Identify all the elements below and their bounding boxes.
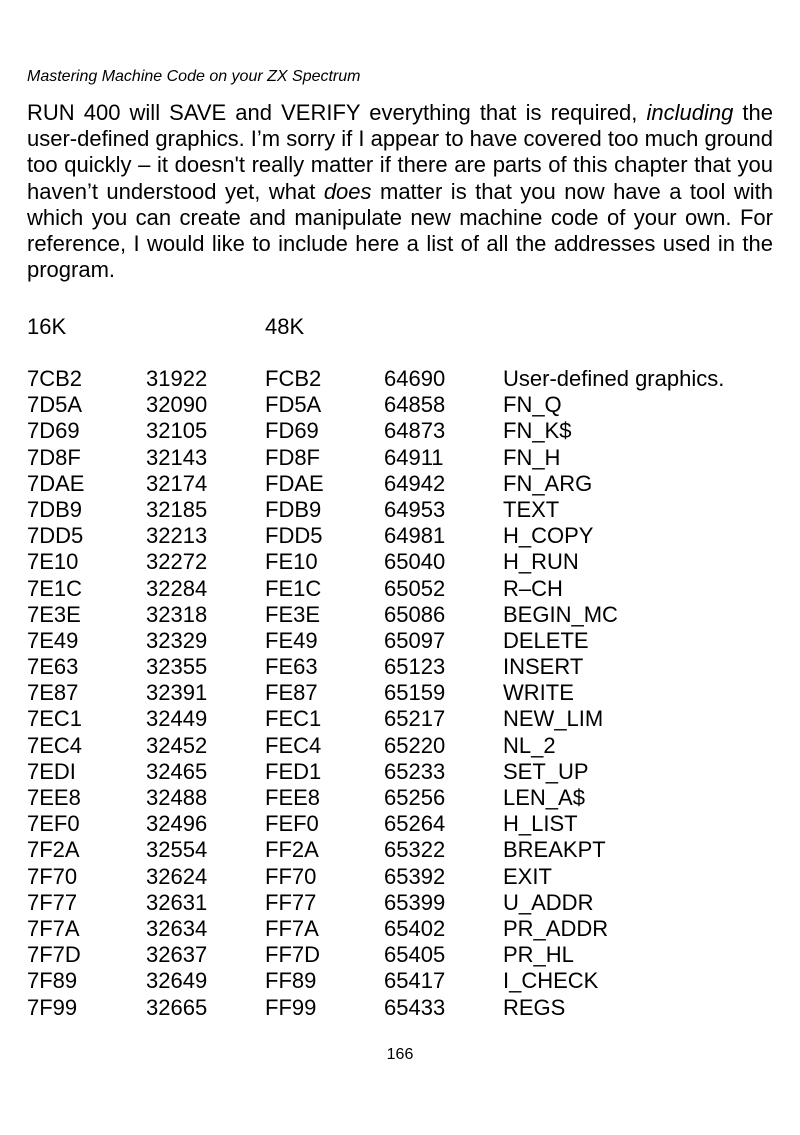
routine-name-cell: EXIT [503,863,552,889]
hex-16k-cell: 7DB9 [27,496,83,522]
hex-16k-cell: 7E49 [27,627,79,653]
hex-48k-cell: FF99 [265,994,317,1020]
table-row [27,785,773,811]
hex-48k-cell: FEE8 [265,785,321,810]
dec-48k-cell: 64858 [384,392,446,418]
dec-48k-cell: 65233 [384,758,446,784]
routine-name-cell: SET_UP [503,758,589,784]
table-row [27,418,773,444]
dec-16k-cell: 32449 [146,706,208,732]
memory-size-headings [27,314,773,340]
heading-16k: 16K [27,314,67,339]
hex-16k-cell: 7E87 [27,680,79,706]
routine-name-cell: DELETE [503,627,589,653]
routine-name-cell: BEGIN_MC [503,601,618,627]
hex-48k-cell: FE87 [265,680,318,706]
dec-48k-cell: 65399 [384,889,446,915]
hex-48k-cell: FCB2 [265,366,322,391]
routine-name-cell: TEXT [503,496,560,522]
table-row [27,471,773,497]
hex-16k-cell: 7E3E [27,601,81,627]
hex-48k-cell: FF70 [265,863,317,889]
dec-48k-cell: 65052 [384,575,446,601]
dec-48k-cell: 64873 [384,418,446,444]
dec-16k-cell: 32496 [146,811,208,837]
emphasis-including: including [646,100,734,125]
dec-16k-cell: 32284 [146,575,208,601]
routine-name-cell: User-defined graphics. [503,366,725,391]
dec-16k-cell: 32634 [146,915,208,941]
table-row [27,706,773,732]
table-row [27,864,773,890]
hex-48k-cell: FEF0 [265,811,319,837]
paragraph-text: RUN 400 will SAVE and VERIFY everything that is required, [27,100,647,125]
routine-name-cell: PR_ADDR [503,915,609,941]
running-header: Mastering Machine Code on your ZX Spectrum [27,68,361,85]
hex-16k-cell: 7E63 [27,654,79,680]
hex-16k-cell: 7D8F [27,444,81,470]
dec-48k-cell: 65256 [384,785,446,810]
hex-16k-cell: 7F2A [27,837,80,863]
dec-16k-cell: 32465 [146,758,208,784]
dec-16k-cell: 32624 [146,863,208,889]
hex-16k-cell: 7F77 [27,889,78,915]
dec-48k-cell: 65405 [384,942,446,968]
routine-name-cell: FN_K$ [503,418,572,444]
hex-48k-cell: FD69 [265,418,319,444]
emphasis-does: does [323,178,372,204]
dec-16k-cell: 32174 [146,470,208,496]
paragraph-text: the user-defined graphics. I’m sorry if I appear to have covered too much ground too quickly – it doesn't really matter if there are parts of this chapter that you haven’t understood yet, what [27,100,773,204]
hex-16k-cell: 7EC4 [27,732,83,758]
dec-16k-cell: 32649 [146,968,208,994]
table-row [27,392,773,418]
dec-48k-cell: 65217 [384,706,446,732]
hex-16k-cell: 7F99 [27,994,78,1020]
hex-48k-cell: FD8F [265,444,320,470]
routine-name-cell: INSERT [503,654,584,680]
hex-16k-cell: 7EE8 [27,785,81,810]
hex-48k-cell: FF7A [265,915,319,941]
routine-name-cell: BREAKPT [503,837,606,863]
dec-48k-cell: 65086 [384,601,446,627]
dec-16k-cell: 32355 [146,654,208,680]
dec-48k-cell: 64953 [384,496,446,522]
hex-16k-cell: 7F7D [27,942,81,968]
dec-16k-cell: 32090 [146,392,208,418]
dec-48k-cell: 65159 [384,680,446,706]
hex-16k-cell: 7EDI [27,758,76,784]
dec-48k-cell: 65392 [384,863,446,889]
hex-16k-cell: 7D5A [27,392,83,418]
dec-16k-cell: 32143 [146,444,208,470]
routine-name-cell: R–CH [503,575,563,601]
hex-48k-cell: FE10 [265,549,318,575]
routine-name-cell: H_LIST [503,811,578,837]
body-paragraph [27,100,773,283]
dec-48k-cell: 65433 [384,994,446,1020]
hex-16k-cell: 7DAE [27,470,85,496]
hex-16k-cell: 7EF0 [27,811,80,837]
hex-48k-cell: FE3E [265,601,321,627]
hex-16k-cell: 7DD5 [27,523,84,549]
page-number: 166 [386,1046,414,1063]
table-row [27,576,773,602]
dec-48k-cell: 65040 [384,549,446,575]
dec-48k-cell: 65417 [384,968,446,994]
hex-48k-cell: FDB9 [265,496,322,522]
dec-16k-cell: 32329 [146,627,208,653]
dec-48k-cell: 65220 [384,732,446,758]
routine-name-cell: LEN_A$ [503,785,585,810]
routine-name-cell: H_COPY [503,523,594,549]
routine-name-cell: FN_Q [503,392,562,418]
hex-48k-cell: FED1 [265,758,322,784]
dec-16k-cell: 32391 [146,680,208,706]
table-row [27,602,773,628]
dec-16k-cell: 32272 [146,549,208,575]
dec-16k-cell: 32631 [146,889,208,915]
hex-48k-cell: FE49 [265,627,318,653]
table-row [27,759,773,785]
dec-16k-cell: 32665 [146,994,208,1020]
routine-name-cell: REGS [503,994,566,1020]
address-table [27,366,773,1021]
hex-16k-cell: 7F89 [27,968,78,994]
hex-48k-cell: FD5A [265,392,322,418]
hex-48k-cell: FEC1 [265,706,322,732]
hex-16k-cell: 7D69 [27,418,80,444]
dec-48k-cell: 65097 [384,627,446,653]
table-row [27,968,773,994]
hex-48k-cell: FDD5 [265,523,323,549]
hex-48k-cell: FDAE [265,470,324,496]
dec-16k-cell: 32637 [146,942,208,968]
dec-48k-cell: 65402 [384,915,446,941]
hex-48k-cell: FE1C [265,575,322,601]
table-row [27,733,773,759]
hex-16k-cell: 7E10 [27,549,79,575]
table-row [27,916,773,942]
hex-48k-cell: FE63 [265,654,318,680]
dec-16k-cell: 32213 [146,523,208,549]
hex-48k-cell: FEC4 [265,732,322,758]
table-row [27,837,773,863]
hex-16k-cell: 7EC1 [27,706,83,732]
table-row [27,811,773,837]
dec-48k-cell: 64942 [384,470,446,496]
table-row [27,942,773,968]
hex-16k-cell: 7F7A [27,915,80,941]
table-row [27,995,773,1021]
dec-16k-cell: 32318 [146,601,208,627]
table-row [27,523,773,549]
paragraph-text: matter is that you now have a tool with which you can create and manipulate new machine code of your own. For reference, I would like to include here a list of all the addresses used in the program. [27,178,773,283]
table-row [27,654,773,680]
dec-16k-cell: 32185 [146,496,208,522]
routine-name-cell: I_CHECK [503,968,599,994]
dec-16k-cell: 32452 [146,732,208,758]
hex-48k-cell: FF77 [265,889,317,915]
hex-48k-cell: FF89 [265,968,317,994]
dec-48k-cell: 64981 [384,523,446,549]
routine-name-cell: U_ADDR [503,889,594,915]
table-row [27,445,773,471]
dec-48k-cell: 65322 [384,837,446,863]
routine-name-cell: FN_H [503,444,561,470]
dec-16k-cell: 32554 [146,837,208,863]
routine-name-cell: NEW_LIM [503,706,604,732]
routine-name-cell: PR_HL [503,942,574,968]
table-row [27,497,773,523]
routine-name-cell: H_RUN [503,549,579,575]
table-row [27,628,773,654]
routine-name-cell: NL_2 [503,732,556,758]
routine-name-cell: WRITE [503,680,574,706]
table-row [27,549,773,575]
hex-16k-cell: 7CB2 [27,366,83,391]
dec-48k-cell: 65123 [384,654,446,680]
table-row [27,366,773,392]
table-row [27,680,773,706]
routine-name-cell: FN_ARG [503,470,593,496]
dec-48k-cell: 65264 [384,811,446,837]
dec-16k-cell: 31922 [146,366,208,391]
dec-16k-cell: 32488 [146,785,208,810]
hex-48k-cell: FF2A [265,837,319,863]
dec-48k-cell: 64911 [384,444,444,470]
table-row [27,890,773,916]
dec-16k-cell: 32105 [146,418,208,444]
hex-16k-cell: 7F70 [27,863,78,889]
dec-48k-cell: 64690 [384,366,446,391]
hex-48k-cell: FF7D [265,942,320,968]
heading-48k: 48K [265,314,305,339]
hex-16k-cell: 7E1C [27,575,83,601]
